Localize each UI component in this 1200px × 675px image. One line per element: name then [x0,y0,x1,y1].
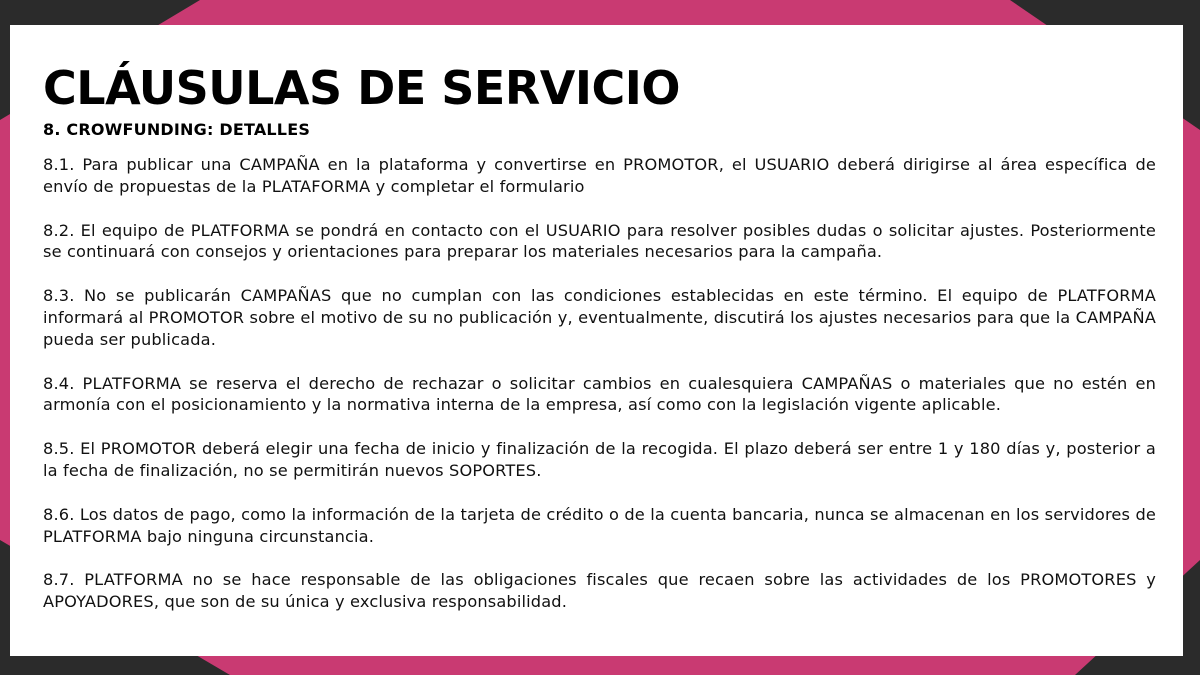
clause-8-1: 8.1. Para publicar una CAMPAÑA en la plataforma y convertirse en PROMOTOR, el USUARIO deberá dirigirse al área específica de envío de propuestas de la PLATAFORMA y completar el formulario [43,155,1156,196]
clause-8-5: 8.5. El PROMOTOR deberá elegir una fecha de inicio y finalización de la recogida. El plazo deberá ser entre 1 y 180 días y, posterior a la fecha de finalización, no se permitirán nuevos SOPORTES. [43,439,1156,480]
document-card [10,25,1183,656]
clause-list [43,154,1156,613]
clause-8-6: 8.6. Los datos de pago, como la información de la tarjeta de crédito o de la cuenta bancaria, nunca se almacenan en los servidores de PLATFORMA bajo ninguna circunstancia. [43,504,1156,546]
clause-8-4: 8.4. PLATFORMA se reserva el derecho de rechazar o solicitar cambios en cualesquiera CAMPAÑAS o materiales que no estén en armonía con el posicionamiento y la normativa interna de la empresa, así como con la legislación vigente aplicable. [43,373,1156,415]
section-heading: 8. CROWFUNDING: DETALLES [43,120,311,139]
clause-8-3: 8.3. No se publicarán CAMPAÑAS que no cumplan con las condiciones establecidas en este término. El equipo de PLATFORMA informará al PROMOTOR sobre el motivo de su no publicación y, eventualmente, discutirá los ajustes necesarios para que la CAMPAÑA pueda ser publicada. [43,286,1156,349]
page-title: CLÁUSULAS DE SERVICIO [43,61,680,115]
clause-8-7: 8.7. PLATFORMA no se hace responsable de las obligaciones fiscales que recaen sobre las actividades de los PROMOTORES y APOYADORES, que son de su única y exclusiva responsabilidad. [43,570,1156,612]
clause-8-2: 8.2. El equipo de PLATFORMA se pondrá en contacto con el USUARIO para resolver posibles dudas o solicitar ajustes. Posteriormente se continuará con consejos y orientaciones para preparar los materiales necesarios para la campaña. [43,220,1156,262]
